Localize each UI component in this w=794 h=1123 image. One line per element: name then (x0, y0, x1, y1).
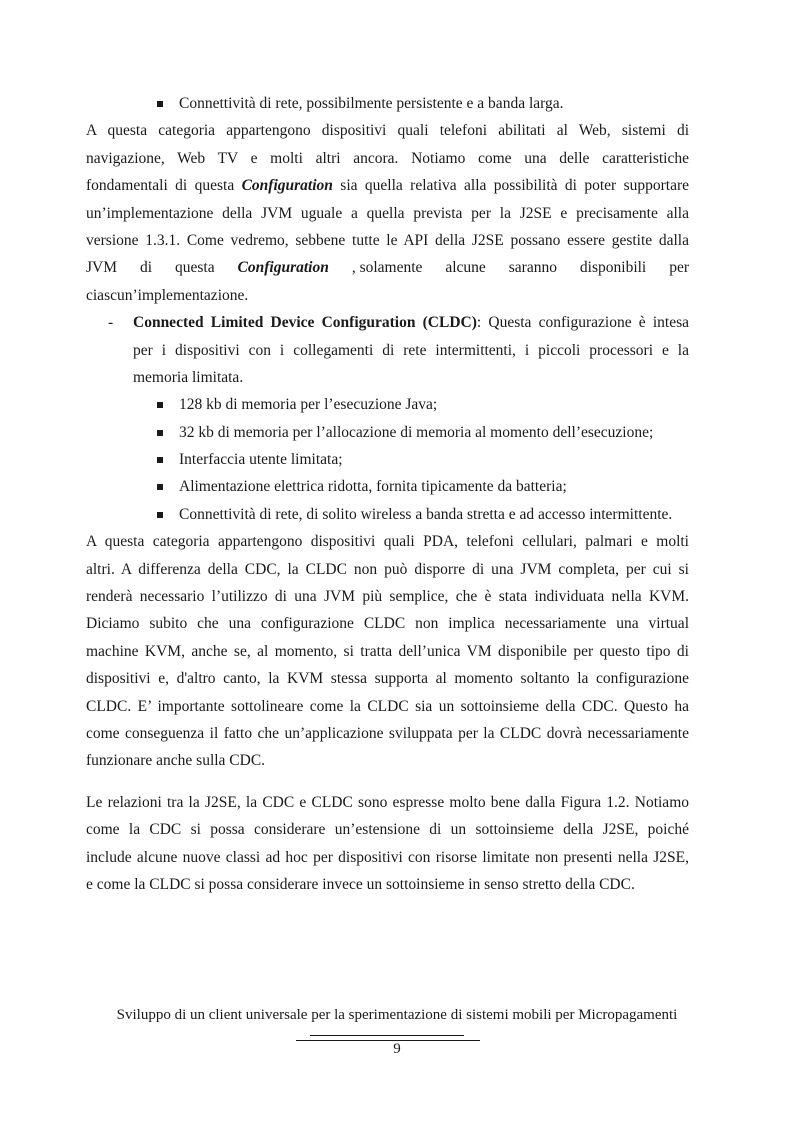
text-line: machine KVM, anche se, al momento, si tratta dell’unica VM disponibile per questo tipo di (86, 642, 689, 660)
list-item: 32 kb di memoria per l’allocazione di memoria al momento dell’esecuzione; (86, 419, 689, 446)
paragraph-cdc-description (86, 117, 689, 309)
text-line: dispositivi e, d'altro canto, la KVM stessa supporta al momento soltanto la configurazione (86, 670, 689, 688)
text-line: JVM di questa Configuration , solamente alcune saranno disponibili per (86, 254, 689, 281)
list-item: 128 kb di memoria per l’esecuzione Java; (86, 391, 689, 418)
text-line: fondamentali di questa Configuration sia quella relativa alla possibilità di poter supportare (86, 177, 689, 195)
text-line: A questa categoria appartengono dispositivi quali telefoni abilitati al Web, sistemi di (86, 122, 689, 140)
paragraph-cldc-description (86, 528, 689, 775)
text-line: come la CDC si possa considerare un’estensione di un sottoinsieme della J2SE, poiché (86, 821, 689, 839)
text-line: e come la CLDC si possa considerare invece un sottoinsieme in senso stretto della CDC. (86, 875, 635, 893)
list-item: Connettività di rete, possibilmente persistente e a banda larga. (86, 90, 689, 117)
text-line: come conseguenza il fatto che un’applicazione sviluppata per la CLDC dovrà necessariamente (86, 724, 689, 742)
page-number: 9 (393, 1041, 401, 1057)
text-line: include alcune nuove classi ad hoc per dispositivi con risorse limitate non presenti nella J2SE, (86, 848, 689, 866)
text-line: Le relazioni tra la J2SE, la CDC e CLDC sono espresse molto bene dalla Figura 1.2. Notiamo (86, 793, 689, 811)
cldc-list-item (86, 309, 689, 528)
square-bullet-icon (157, 484, 163, 490)
emphasis: Configuration (241, 177, 333, 195)
text-line: navigazione, Web TV e molti altri ancora. Notiamo come una delle caratteristiche (86, 149, 689, 167)
square-bullet-icon (157, 101, 163, 107)
text-line: un’implementazione della JVM uguale a quella prevista per la J2SE e precisamente alla (86, 204, 689, 222)
square-bullet-icon (157, 512, 163, 518)
text-line: CLDC. E’ importante sottolineare come la CLDC sia un sottoinsieme della CDC. Questo ha (86, 697, 689, 715)
list-item: Connettività di rete, di solito wireless a banda stretta e ad accesso intermittente. (86, 501, 689, 528)
square-bullet-icon (157, 457, 163, 463)
emphasis: Configuration (237, 259, 329, 277)
square-bullet-icon (157, 402, 163, 408)
text-line: funzionare anche sulla CDC. (86, 752, 266, 770)
text-line: renderà necessario l’utilizzo di una JVM più semplice, che è stata individuata nella KVM. (86, 588, 689, 606)
text-line: - Connected Limited Device Configuration (CLDC): Questa configurazione è intesa (86, 309, 689, 336)
paragraph-relations (86, 789, 689, 899)
text-line: A questa categoria appartengono dispositivi quali PDA, telefoni cellulari, palmari e molti (86, 533, 689, 551)
term-title: Connected Limited Device Configuration (CLDC) (133, 314, 477, 332)
footer-divider (310, 1035, 464, 1036)
list-item: Interfaccia utente limitata; (86, 446, 689, 473)
square-bullet-icon (157, 430, 163, 436)
text-line: Diciamo subito che una configurazione CLDC non implica necessariamente una virtual (86, 615, 689, 633)
list-item: Alimentazione elettrica ridotta, fornita tipicamente da batteria; (86, 473, 689, 500)
body-text (86, 90, 689, 898)
dash-bullet: - (108, 314, 114, 332)
text-line: per i dispositivi con i collegamenti di rete intermittenti, i piccoli processori e la (133, 341, 689, 359)
text-line: memoria limitata. (133, 368, 244, 386)
text-line: altri. A differenza della CDC, la CLDC non può disporre di una JVM completa, per cui si (86, 560, 689, 578)
text-line: versione 1.3.1. Come vedremo, sebbene tutte le API della J2SE possano essere gestite dalla (86, 231, 689, 249)
text-line: ciascun’implementazione. (86, 286, 249, 304)
footer-title: Sviluppo di un client universale per la sperimentazione di sistemi mobili per Micropagamenti (116, 1007, 678, 1023)
